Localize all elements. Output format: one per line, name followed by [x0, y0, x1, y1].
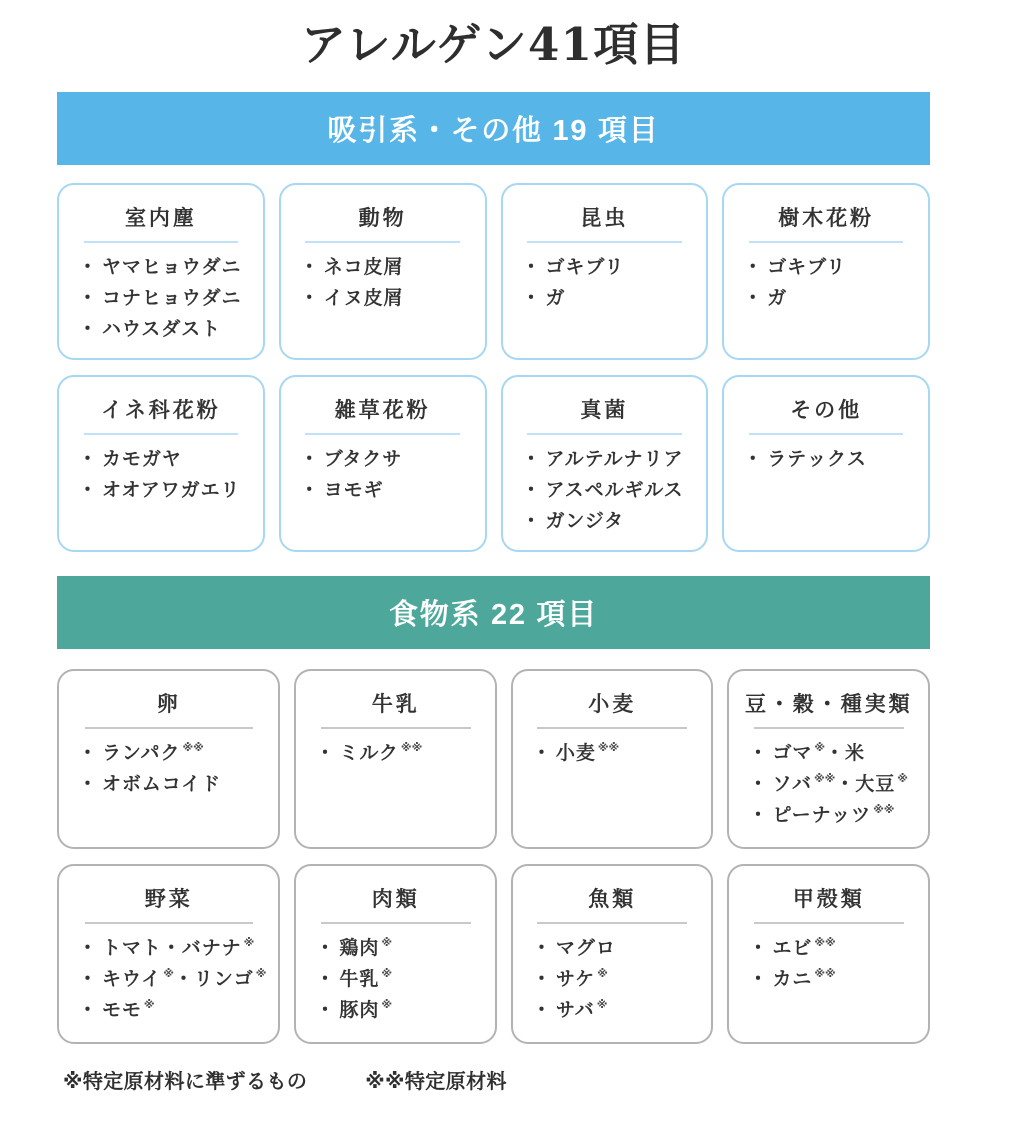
allergen-list [71, 739, 266, 801]
footnote-marker: ※ [597, 968, 608, 981]
allergen-list-item: ・ ミルク ※※ [315, 742, 423, 764]
allergen-list [736, 445, 916, 476]
allergen-list-item: ・ ピーナッツ ※※ [748, 804, 895, 826]
card-title: 魚類 [588, 887, 637, 911]
allergen-list-item: ・ オオアワガエリ [78, 479, 241, 501]
allergen-list-item: ・ トマト・バナナ ※ [78, 937, 255, 959]
bullet-dot: ・ [315, 742, 336, 764]
footnote-marker: ※ [381, 968, 393, 981]
card-title-divider [85, 922, 253, 924]
card-title: 肉類 [371, 887, 420, 911]
allergen-list-item: ・ 牛乳 ※ [315, 968, 393, 990]
allergen-card [57, 864, 280, 1044]
bullet-dot: ・ [315, 937, 336, 959]
bullet-dot: ・ [531, 999, 552, 1021]
allergen-list-item: ・ イヌ皮屑 [299, 287, 404, 309]
card-title: 甲殻類 [792, 887, 865, 911]
allergen-list-item: ・ 鶏肉 ※ [315, 937, 393, 959]
allergen-list [308, 934, 483, 1027]
allergen-card [57, 669, 280, 849]
allergen-card [501, 375, 709, 552]
bullet-dot: ・ [78, 773, 98, 795]
bullet-dot: ・ [78, 937, 98, 959]
card-title-divider [85, 727, 253, 729]
card-title-divider [527, 433, 682, 435]
card-title: 動物 [358, 207, 407, 230]
bullet-dot: ・ [531, 968, 552, 990]
allergen-list [741, 934, 916, 996]
bullet-dot: ・ [315, 999, 336, 1021]
footnote-marker: ※※ [873, 804, 895, 817]
bullet-dot: ・ [78, 287, 98, 309]
section-food [57, 576, 930, 1044]
card-title: 豆・穀・種実類 [744, 692, 913, 716]
allergen-list-item: ・ 小麦 ※※ [531, 742, 620, 764]
card-title-divider [321, 922, 471, 924]
allergen-list-item: ・ オボムコイド [78, 773, 222, 795]
page-title: アレルゲン41項目 [300, 18, 687, 71]
allergen-list-item: ・ カモガヤ [78, 448, 182, 470]
allergen-list [308, 739, 483, 770]
allergen-card [279, 375, 487, 552]
card-title: 牛乳 [371, 692, 420, 716]
bullet-dot: ・ [743, 287, 764, 309]
food-section-banner: 食物系 22 項目 [57, 576, 930, 649]
allergen-card [294, 864, 497, 1044]
allergen-list-item: ・ ヨモギ [299, 479, 384, 501]
bullet-dot: ・ [521, 257, 542, 278]
allergen-list-item: ・ ブタクサ [299, 448, 403, 470]
card-title-divider [754, 922, 904, 924]
footnote-marker: ※ [381, 937, 393, 950]
footnote-marker: ※※ [400, 742, 423, 755]
bullet-dot: ・ [748, 742, 769, 764]
bullet-dot: ・ [299, 287, 320, 309]
allergen-card [722, 183, 930, 360]
footnote-quasi-designated: ※特定原材料に準ずるもの [63, 1070, 308, 1093]
allergen-list-item: ・ キウイ ※・リンゴ ※ [78, 968, 267, 990]
allergen-list-item: ・ ゴキブリ [521, 257, 625, 278]
inhalant-cards-grid [57, 183, 930, 552]
food-cards-grid [57, 669, 930, 1044]
allergen-card [57, 183, 265, 360]
bullet-dot: ・ [531, 742, 552, 764]
card-title-divider [537, 727, 687, 729]
card-title-divider [749, 241, 904, 243]
bullet-dot: ・ [748, 937, 769, 959]
footnote-marker: ※ [814, 742, 826, 755]
bullet-dot: ・ [748, 968, 769, 990]
bullet-dot: ・ [78, 257, 98, 278]
inhalant-section-banner: 吸引系・その他 19 項目 [57, 92, 930, 165]
bullet-dot: ・ [299, 257, 320, 278]
allergen-list-item: ・ ネコ皮屑 [299, 257, 404, 278]
allergen-list-item: ・ ゴマ ※・米 [748, 742, 865, 764]
allergen-list-item: ・ ガ [521, 287, 566, 309]
allergen-list-item: ・ ハウスダスト [78, 318, 222, 340]
bullet-dot: ・ [748, 773, 769, 795]
bullet-dot: ・ [743, 257, 764, 278]
allergen-list-item: ・ ソバ ※※・大豆 ※ [748, 773, 908, 795]
allergen-list [525, 934, 700, 1027]
allergen-list [71, 934, 266, 1027]
card-title-divider [305, 433, 460, 435]
bullet-dot: ・ [743, 448, 764, 470]
allergen-list [525, 739, 700, 770]
allergen-chart [57, 0, 930, 1094]
allergen-card [727, 669, 930, 849]
footnote-marker: ※※ [597, 742, 620, 755]
section-inhalant [57, 92, 930, 552]
allergen-list-item: ・ 豚肉 ※ [315, 999, 393, 1021]
bullet-dot: ・ [78, 479, 98, 501]
bullet-dot: ・ [521, 287, 542, 309]
allergen-list-item: ・ エビ ※※ [748, 937, 836, 959]
bullet-dot: ・ [748, 804, 769, 826]
allergen-list-item: ・ アスペルギルス [521, 479, 684, 501]
card-title-divider [537, 922, 687, 924]
footnote-marker: ※ [255, 968, 267, 981]
footnote-marker: ※※ [814, 968, 836, 981]
footnote-marker: ※※ [182, 742, 204, 755]
bullet-dot: ・ [78, 968, 98, 990]
bullet-dot: ・ [78, 318, 98, 340]
card-title-divider [754, 727, 904, 729]
card-title: イネ科花粉 [101, 398, 221, 422]
allergen-list-item: ・ ガンジタ [521, 510, 625, 532]
allergen-list [741, 739, 916, 832]
allergen-list [515, 253, 695, 315]
allergen-card [511, 669, 714, 849]
bullet-dot: ・ [299, 448, 320, 470]
bullet-dot: ・ [299, 479, 320, 501]
footnote-marker: ※ [143, 999, 155, 1012]
card-title: 野菜 [144, 887, 193, 911]
footnote-marker: ※ [381, 999, 393, 1012]
card-title: 真菌 [580, 398, 629, 422]
allergen-list [293, 445, 473, 507]
card-title: 卵 [156, 692, 181, 716]
card-title-divider [749, 433, 904, 435]
card-title-divider [84, 241, 239, 243]
allergen-list [515, 445, 695, 538]
card-title: 室内塵 [124, 207, 197, 230]
allergen-card [511, 864, 714, 1044]
card-title: 小麦 [588, 692, 637, 716]
footnote-marker: ※ [596, 999, 608, 1012]
allergen-card [501, 183, 709, 360]
footnote-marker: ※※ [813, 773, 836, 786]
allergen-list-item: ・ カニ ※※ [748, 968, 836, 990]
bullet-dot: ・ [531, 937, 552, 959]
bullet-dot: ・ [521, 510, 542, 532]
allergen-list-item: ・ ゴキブリ [743, 257, 847, 278]
card-title: 雑草花粉 [334, 398, 431, 422]
allergen-list-item: ・ ガ [743, 287, 788, 309]
allergen-list [71, 445, 251, 507]
card-title-divider [84, 433, 239, 435]
footnote-marker: ※※ [814, 937, 836, 950]
bullet-dot: ・ [521, 448, 542, 470]
allergen-list-item: ・ コナヒョウダニ [78, 287, 242, 309]
bullet-dot: ・ [78, 448, 98, 470]
footnote-marker: ※ [897, 773, 908, 786]
bullet-dot: ・ [315, 968, 336, 990]
footnote-marker: ※ [243, 937, 255, 950]
card-title: 昆虫 [580, 207, 629, 230]
bullet-dot: ・ [78, 999, 98, 1021]
footnote-legend [57, 1065, 930, 1094]
allergen-list-item: ・ アルテルナリア [521, 448, 684, 470]
allergen-card [279, 183, 487, 360]
card-title: その他 [790, 398, 863, 422]
allergen-card [57, 375, 265, 552]
allergen-list [736, 253, 916, 315]
card-title-divider [321, 727, 471, 729]
allergen-card [294, 669, 497, 849]
allergen-list-item: ・ サバ ※ [531, 999, 608, 1021]
bullet-dot: ・ [521, 479, 542, 501]
allergen-list-item: ・ モモ ※ [78, 999, 155, 1021]
allergen-list-item: ・ マグロ [531, 937, 616, 959]
allergen-card [722, 375, 930, 552]
footnote-marker: ※ [163, 968, 174, 981]
allergen-list [71, 253, 251, 346]
footnote-designated: ※※特定原材料 [365, 1070, 507, 1093]
card-title: 樹木花粉 [778, 207, 874, 230]
allergen-list-item: ・ サケ ※ [531, 968, 608, 990]
allergen-card [727, 864, 930, 1044]
allergen-list-item: ・ ヤマヒョウダニ [78, 257, 242, 278]
bullet-dot: ・ [78, 742, 98, 764]
card-title-divider [305, 241, 460, 243]
allergen-list-item: ・ ランパク ※※ [78, 742, 204, 764]
allergen-list [293, 253, 473, 315]
allergen-list-item: ・ ラテックス [743, 448, 867, 470]
card-title-divider [527, 241, 682, 243]
